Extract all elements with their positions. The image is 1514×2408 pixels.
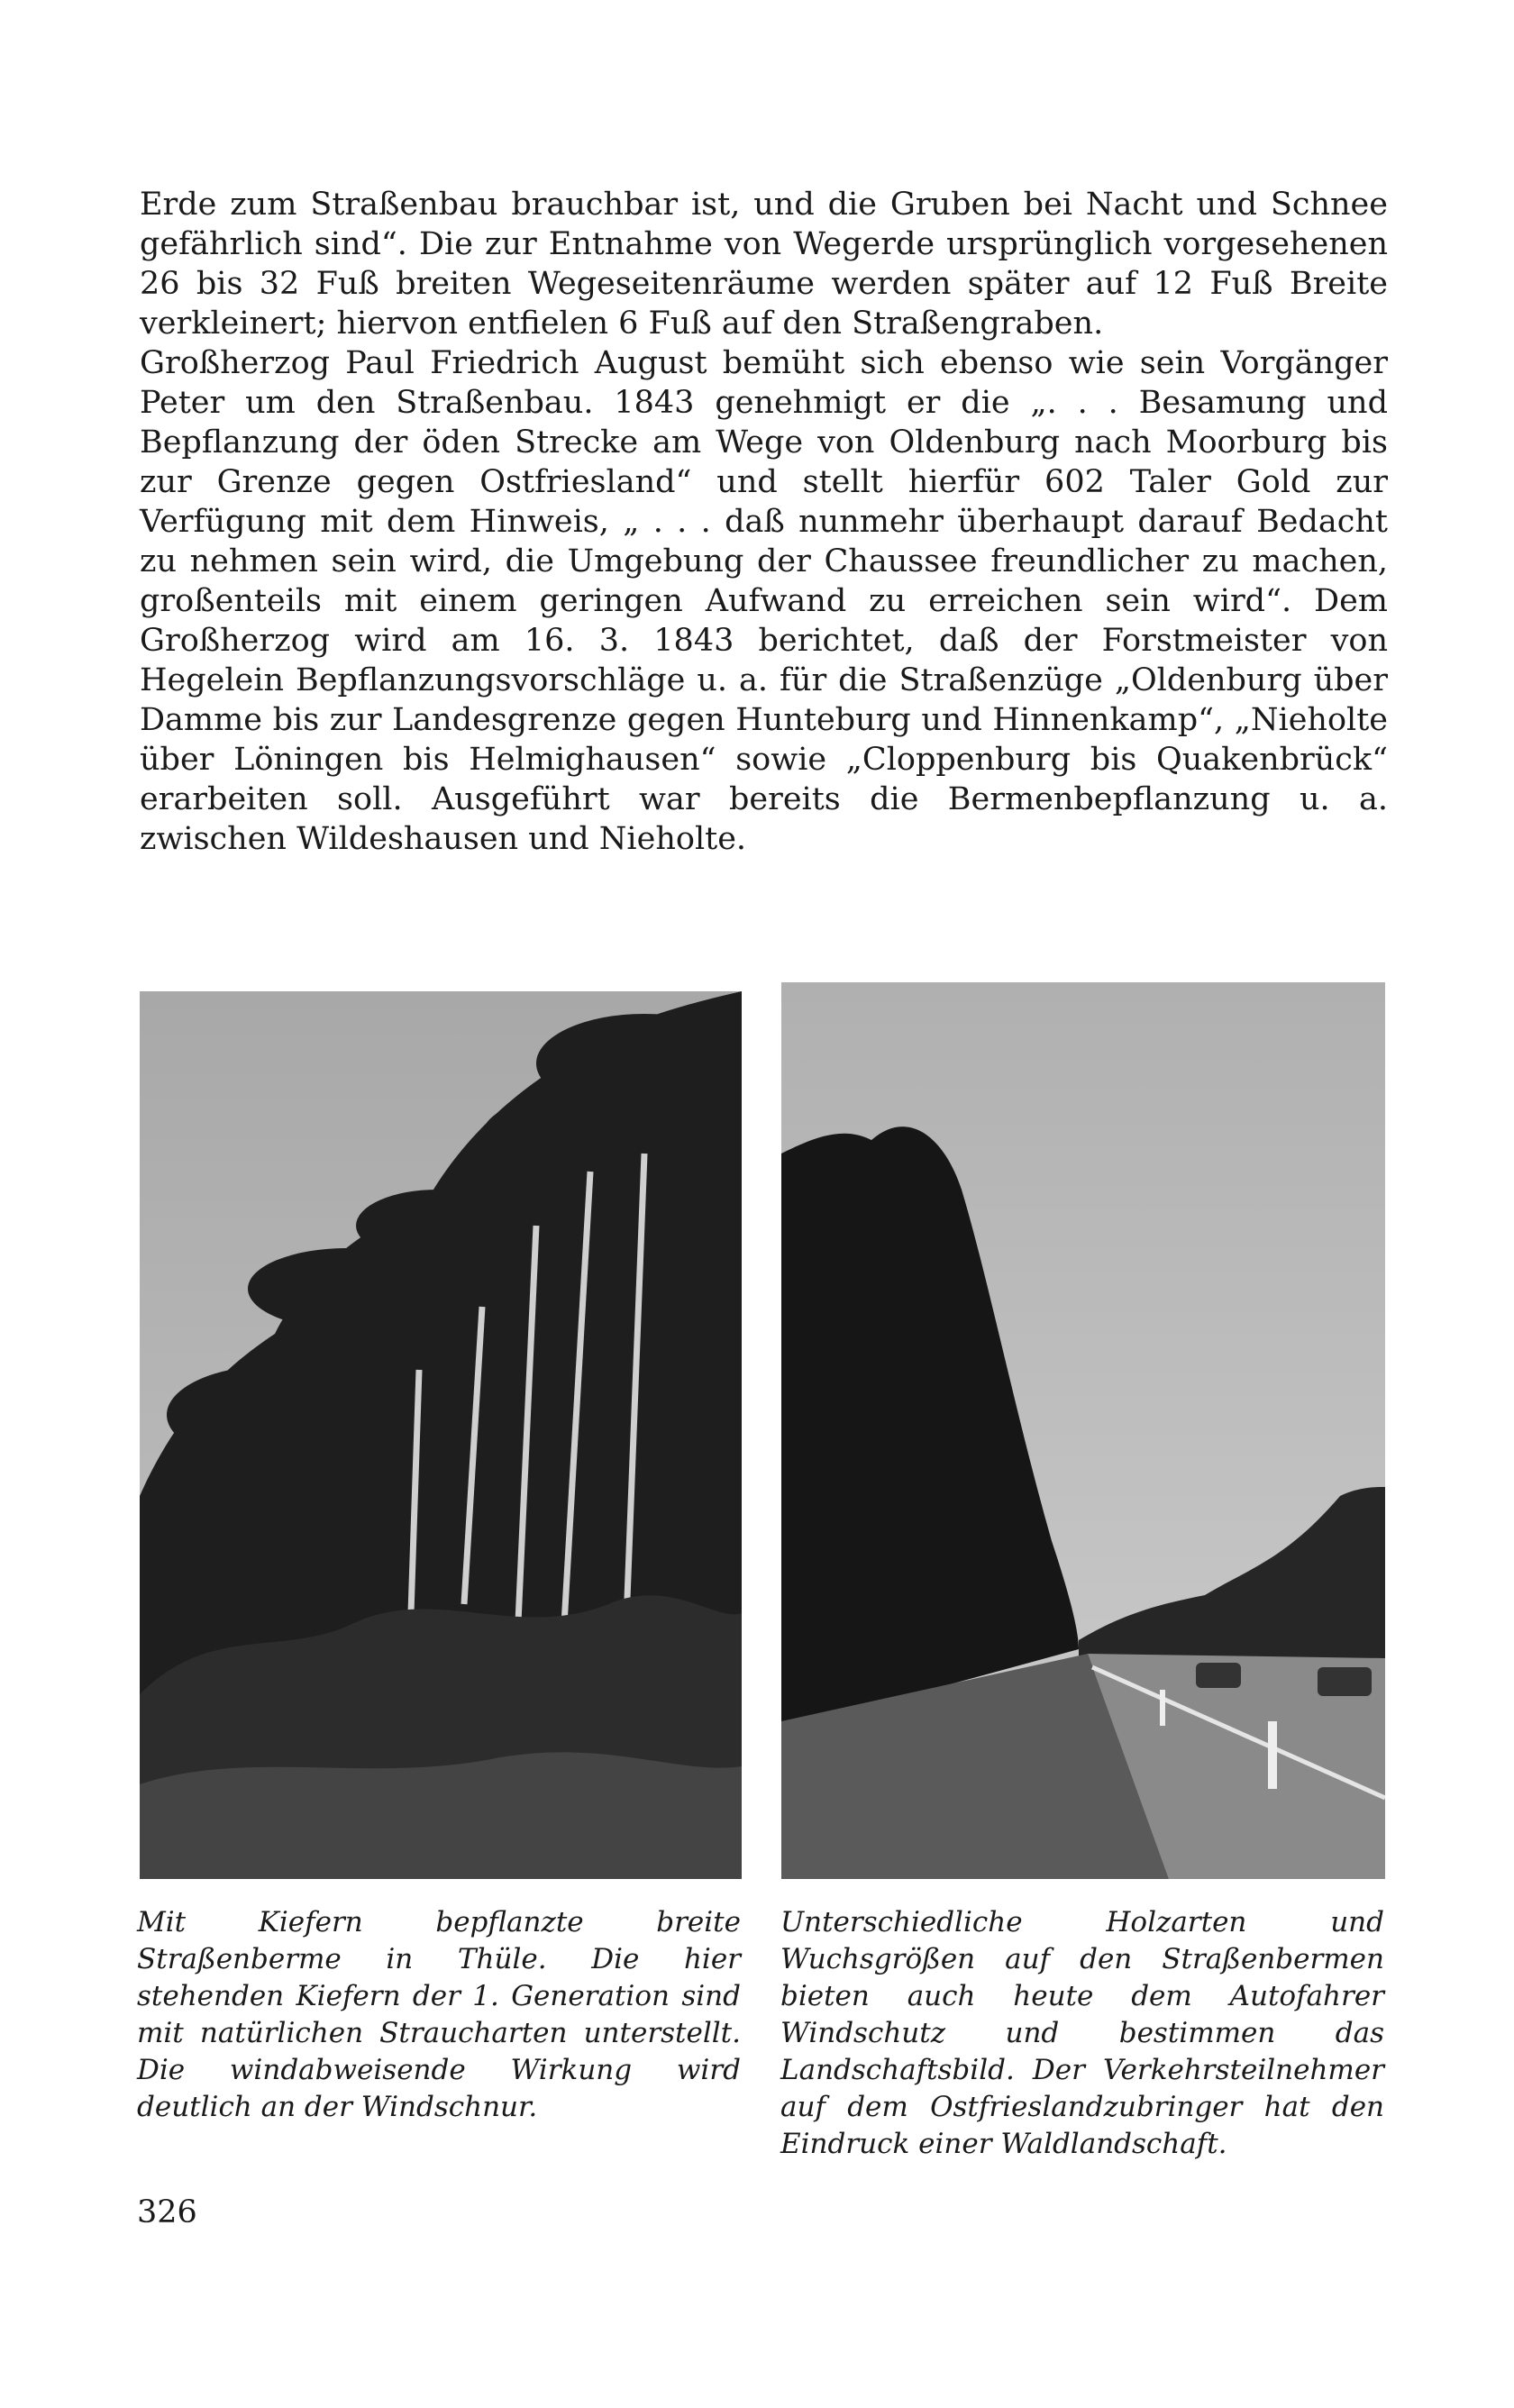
photo-road-tree-line xyxy=(781,982,1385,1879)
body-text xyxy=(140,185,1388,859)
photo-pine-trees-roadside xyxy=(140,991,742,1879)
pine-trees-illustration xyxy=(140,991,742,1879)
paragraph-1: Erde zum Straßenbau brauchbar ist, und die Gruben bei Nacht und Schnee gefährlich sind“. Die zur Entnahme von Wegerde ursprünglich vorgesehenen 26 bis 32 Fuß breiten Wegeseitenräume werden später auf 12 Fuß Breite verkleinert; hiervon entfielen 6 Fuß auf den Straßengraben. xyxy=(140,187,1388,342)
caption-left: Mit Kiefern bepflanzte breite Straßenberme in Thüle. Die hier stehenden Kiefern der 1. Generation sind mit natürlichen Straucharten unterstellt. Die windabweisende Wirkung wird deutlich an der Windschnur. xyxy=(137,1906,741,2123)
caption-right: Unterschiedliche Holzarten und Wuchsgrößen auf den Straßenbermen bieten auch heute dem Autofahrer Windschutz und bestimmen das Landschaftsbild. Der Verkehrsteilnehmer auf dem Ostfrieslandzubringer hat den Eindruck einer Waldlandschaft. xyxy=(780,1906,1384,2160)
grass xyxy=(140,1752,742,1879)
paragraph-2: Großherzog Paul Friedrich August bemüht sich ebenso wie sein Vorgänger Peter um den Straßenbau. 1843 genehmigt er die „. . . Besamung und Bepflanzung der öden Strecke am Wege von Oldenburg nach Moorburg bis zur Grenze gegen Ostfriesland“ und stellt hierfür 602 Taler Gold zur Verfügung mit dem Hinweis, „ . . . daß nunmehr überhaupt darauf Bedacht zu nehmen sein wird, die Umgebung der Chaussee freundlicher zu machen, großenteils mit einem geringen Aufwand zu erreichen sein wird“. Dem Großherzog wird am 16. 3. 1843 berichtet, daß der Forstmeister von Hegelein Bepflanzungsvorschläge u. a. für die Straßenzüge „Oldenburg über Damme bis zur Landesgrenze gegen Hunteburg und Hinnenkamp“, „Nieholte über Löningen bis Helmighausen“ sowie „Cloppenburg bis Quakenbrück“ erarbeiten soll. Ausgeführt war bereits die Bermenbepflanzung u. a. zwischen Wildeshausen und Nieholte. xyxy=(140,345,1388,857)
road-illustration xyxy=(781,982,1385,1879)
page-number: 326 xyxy=(137,2194,197,2230)
